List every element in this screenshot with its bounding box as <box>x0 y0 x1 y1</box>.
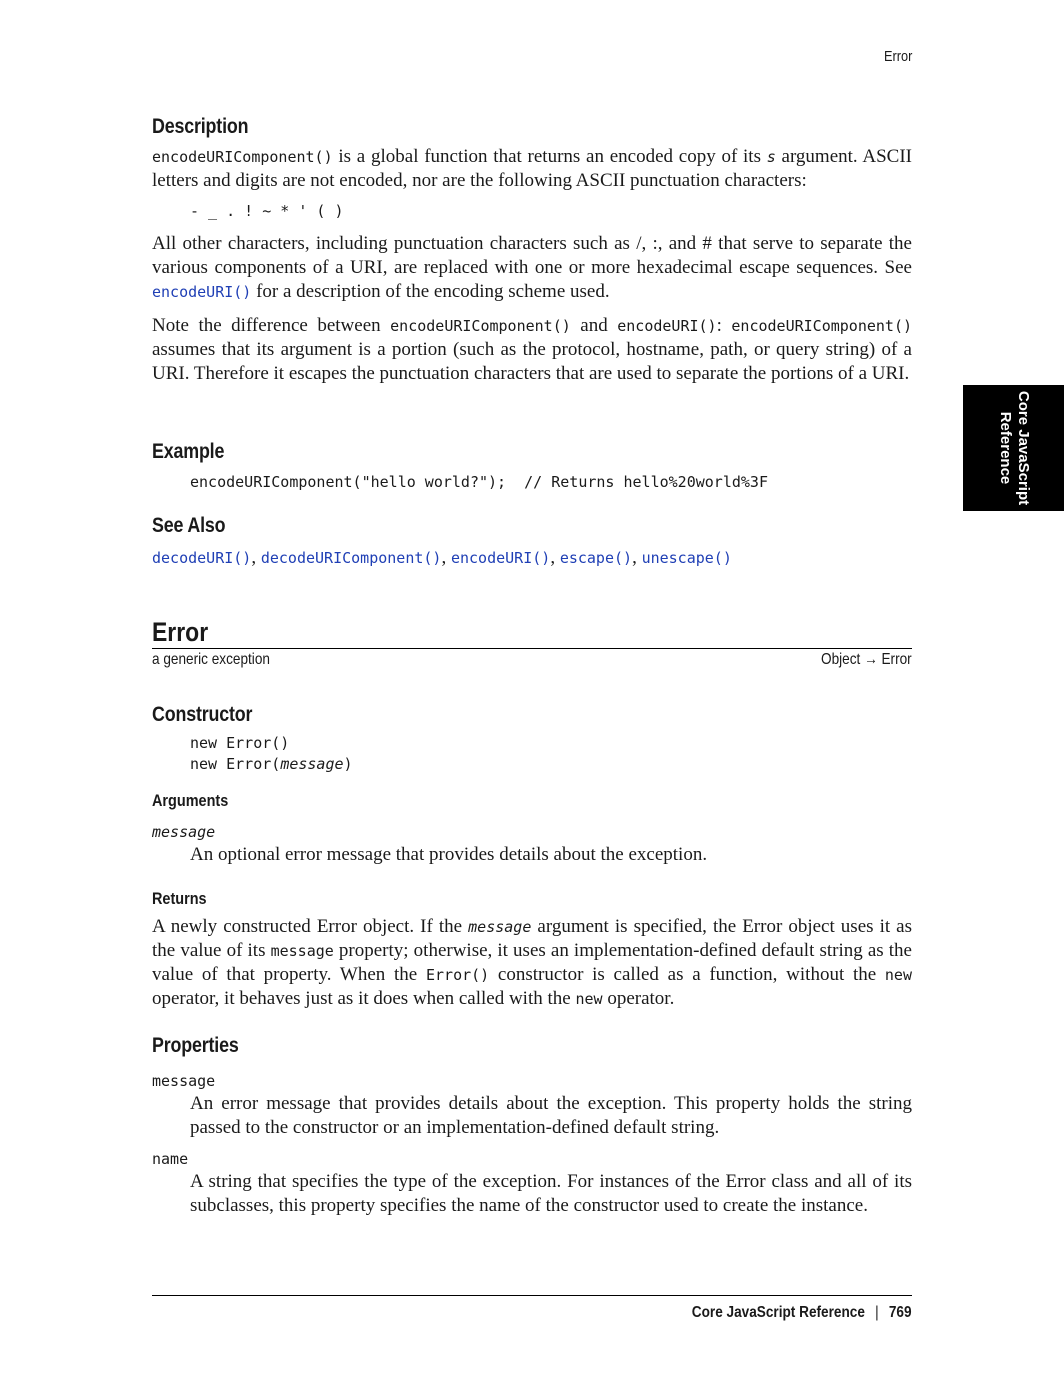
example-code: encodeURIComponent("hello world?"); // Returns hello%20world%3F <box>190 473 768 491</box>
link-escape[interactable]: escape() <box>559 549 633 567</box>
thumb-tab-label <box>996 391 1032 505</box>
thumb-tab-line2: Reference <box>996 411 1014 485</box>
punctuation-list: - _ . ! ~ * ' ( ) <box>190 202 344 220</box>
example-heading: Example <box>152 440 225 463</box>
property-term-message: message <box>152 1072 216 1090</box>
returns-heading: Returns <box>152 889 207 908</box>
argument-term: message <box>152 823 216 841</box>
link-encodeuri-2[interactable]: encodeURI() <box>450 549 551 567</box>
properties-heading: Properties <box>152 1034 239 1057</box>
entry-subtitle: a generic exception <box>152 651 270 668</box>
arguments-heading: Arguments <box>152 791 229 810</box>
footer-separator: | <box>875 1304 880 1321</box>
description-paragraph-1: encodeURIComponent() is a global function that returns an encoded copy of its s argument. ASCII letters and digits are not encoded, nor are the following ASCII punctuation characters: <box>152 146 912 191</box>
page-number: 769 <box>889 1304 912 1321</box>
description-section <box>152 115 912 386</box>
returns-section <box>152 889 912 1011</box>
see-also-heading: See Also <box>152 514 226 537</box>
description-paragraph-3: Note the difference between encodeURIComponent() and encodeURI(): encodeURIComponent() assumes that its argument is a portion (such as the protocol, hostname, path, or query string) of a URI. Therefore it escapes the punctuation characters that are used to separate the portions of a URI. <box>152 315 913 384</box>
description-paragraph-2: All other characters, including punctuation characters such as /, :, and # that serve to separate the various components of a URI, are replaced with one or more hexadecimal escape sequences. See encodeURI() for a description of the encoding scheme used. <box>152 233 912 302</box>
arguments-section <box>152 791 912 867</box>
see-also-section <box>152 514 912 570</box>
footer-rule <box>152 1295 912 1296</box>
entry-subtitle-row <box>152 651 912 669</box>
arg-s: s <box>766 148 776 166</box>
link-decodeuricomponent[interactable]: decodeURIComponent() <box>260 549 442 567</box>
running-head: Error <box>883 48 912 65</box>
example-section <box>152 440 912 493</box>
entry-rule <box>152 648 912 649</box>
description-heading: Description <box>152 115 249 138</box>
footer-section: Core JavaScript Reference <box>692 1304 866 1321</box>
link-unescape[interactable]: unescape() <box>641 549 732 567</box>
returns-paragraph: A newly constructed Error object. If the message argument is specified, the Error object uses it as the value of its message property; otherwise, it uses an implementation-defined default string as the value of that property. When the Error() constructor is called as a function, without the new operator, it behaves just as it does when called with the new operator. <box>152 916 913 1009</box>
property-desc-message: An error message that provides details about the exception. This property holds the string passed to the constructor or an implementation-defined default string. <box>190 1093 912 1138</box>
constructor-code: new Error() new Error(message) <box>190 734 353 773</box>
page-footer <box>692 1304 912 1322</box>
property-desc-name: A string that specifies the type of the exception. For instances of the Error class and all of its subclasses, this property specifies the name of the constructor used to create the instance. <box>190 1171 912 1216</box>
link-decodeuri[interactable]: decodeURI() <box>152 549 252 567</box>
properties-section <box>152 1034 912 1218</box>
constructor-heading: Constructor <box>152 703 253 726</box>
thumb-tab-line1: Core JavaScript <box>1014 390 1032 506</box>
thumb-tab <box>963 385 1064 511</box>
entry-header <box>152 617 912 669</box>
code-encodeuricomponent: encodeURIComponent() <box>152 148 333 166</box>
link-encodeuri[interactable]: encodeURI() <box>152 283 252 301</box>
entry-inheritance: Object → Error <box>821 651 912 668</box>
entry-title: Error <box>152 617 209 647</box>
argument-description: An optional error message that provides details about the exception. <box>190 844 708 865</box>
see-also-links: decodeURI(), decodeURIComponent(), encodeURI(), escape(), unescape() <box>152 547 732 568</box>
property-term-name: name <box>152 1150 189 1168</box>
constructor-section <box>152 703 912 775</box>
